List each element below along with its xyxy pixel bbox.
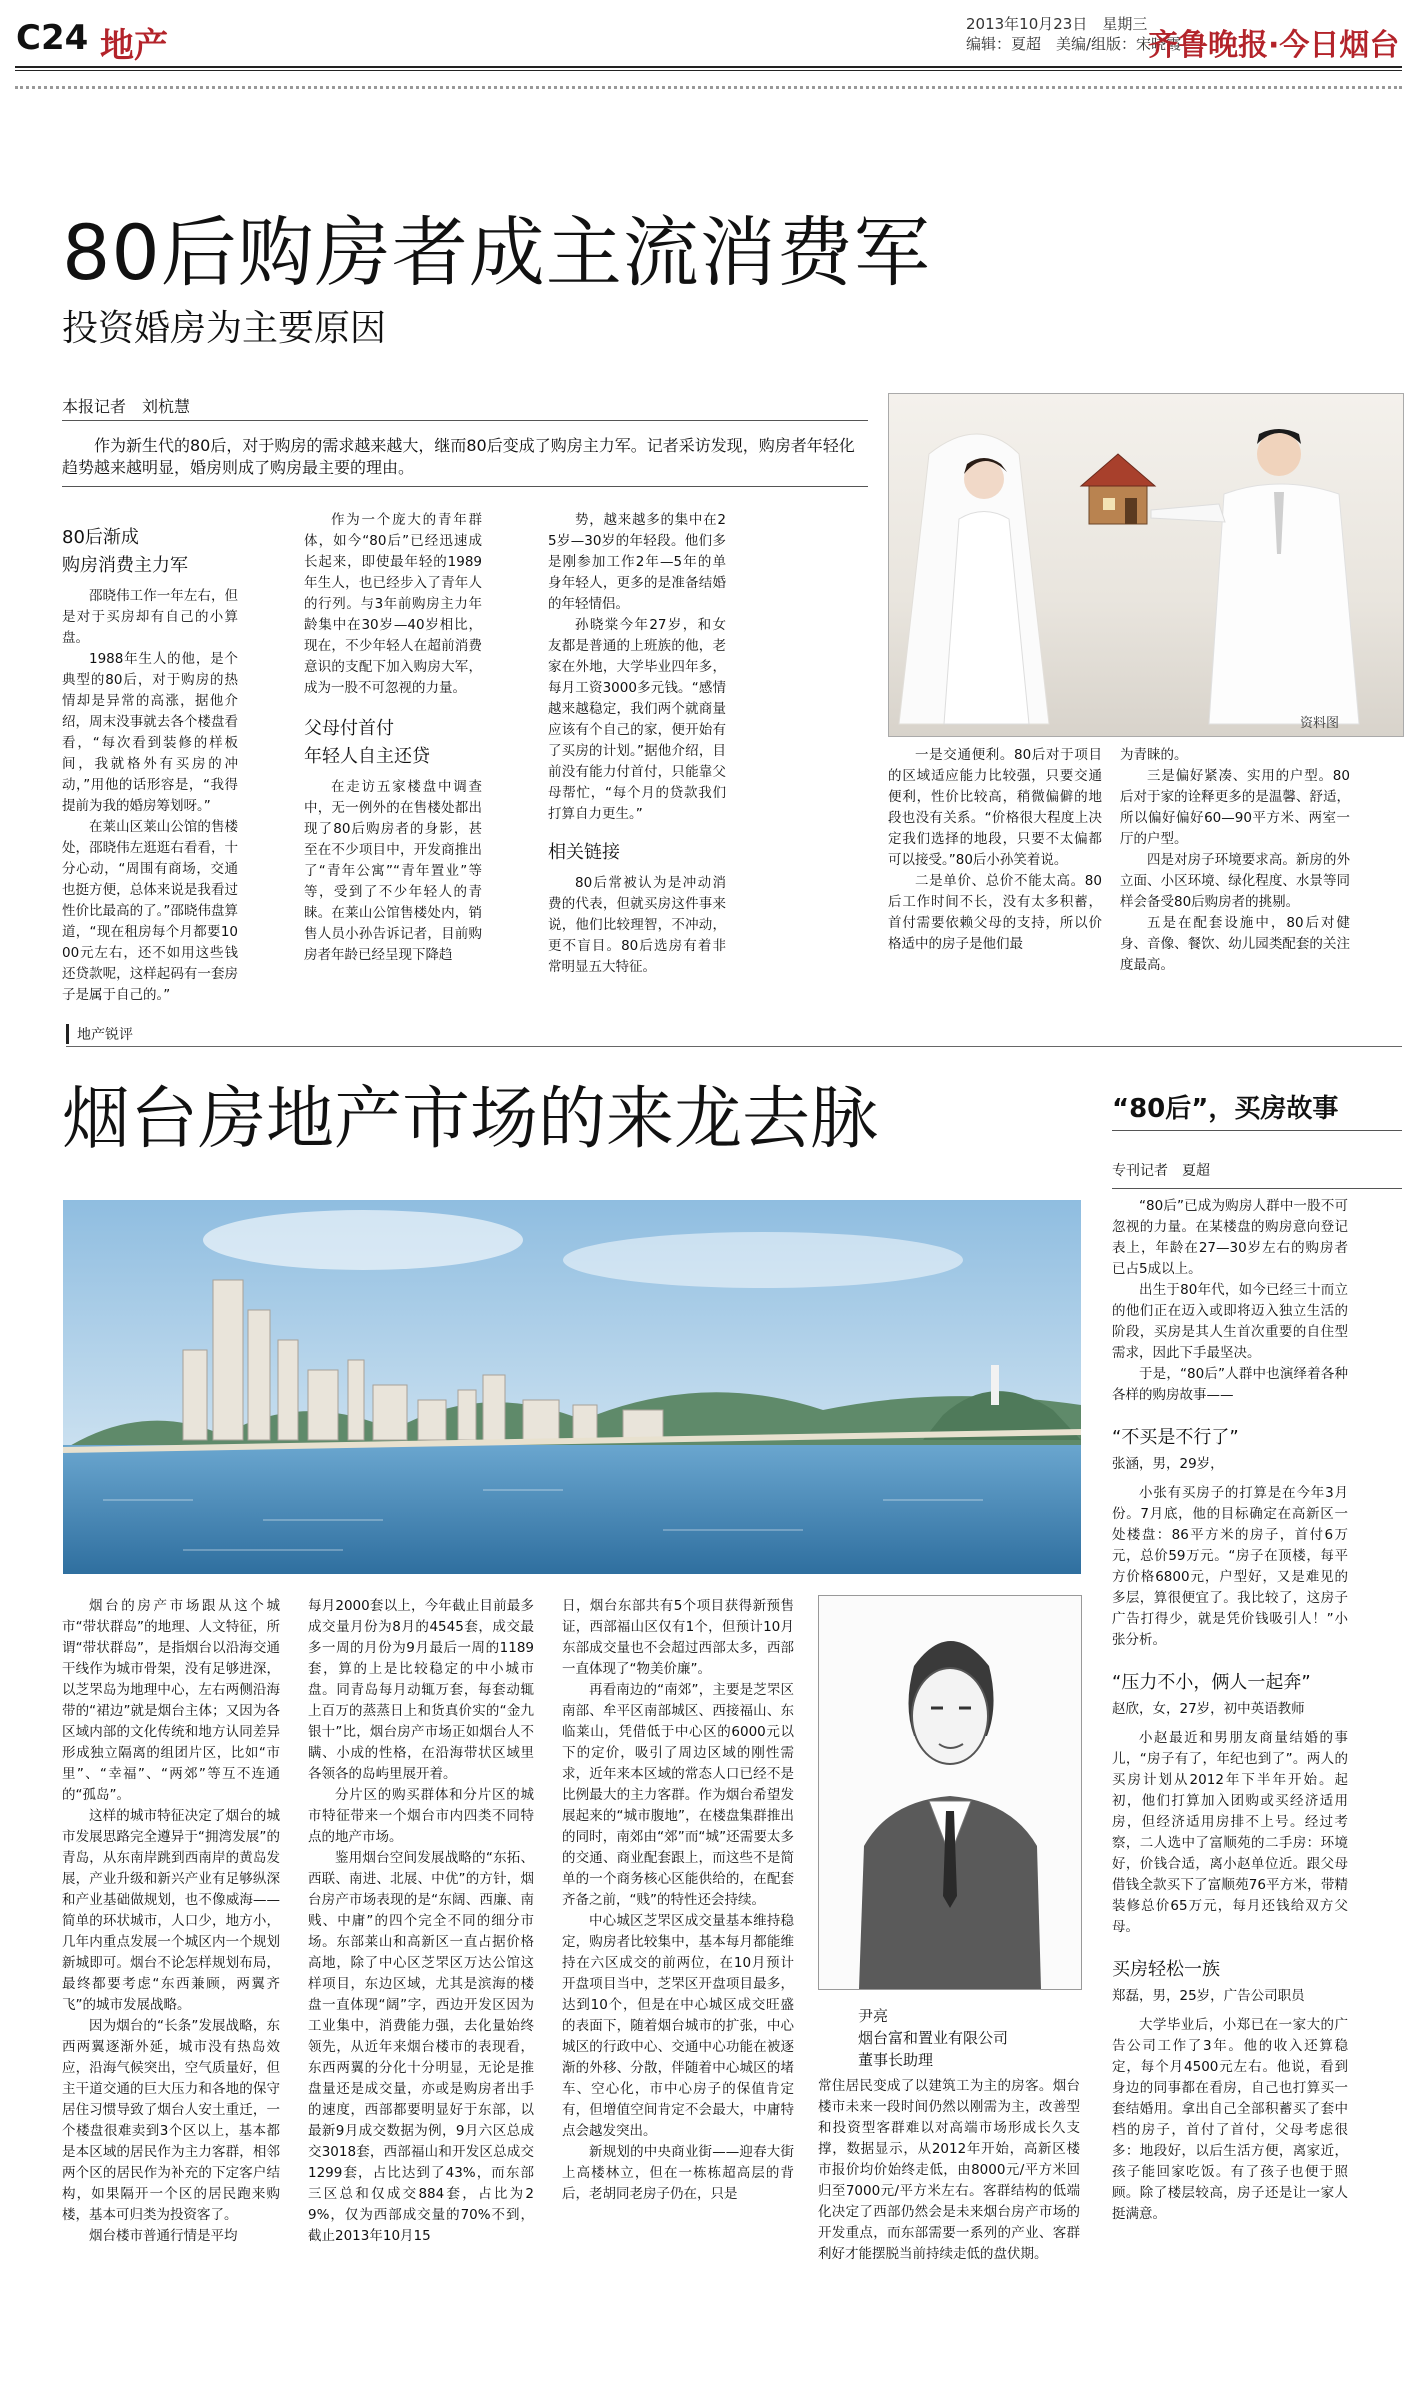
paragraph: 小赵最近和男朋友商量结婚的事儿，“房子有了，年纪也到了”。两人的买房计划从2012年下半年开始。起初，他们打算加入团购或买经济适用房，但经济适用房排不上号。经过考察，二人选中了富顺苑的二手房：环境好，价钱合适，离小赵单位近。跟父母借钱全款买下了富顺苑76平方米，带精装修总价65万元，每月还钱给双方父母。 (1112, 1730, 1348, 1935)
story-person-3: 郑磊，男，25岁，广告公司职员 (1112, 1988, 1305, 2004)
article1-column-2 (304, 510, 482, 966)
article1-column-1 (62, 510, 238, 1006)
article2-column-3 (562, 1596, 794, 2205)
paragraph: 为青睐的。 (1120, 747, 1188, 763)
newspaper-brand: 齐鲁晚报·今日烟台 (1148, 28, 1400, 63)
article1-byline: 本报记者 刘杭慧 (62, 397, 191, 416)
paragraph: 孙晓棠今年27岁，和女友都是普通的上班族的他，老家在外地，大学毕业四年多，每月工资3000多元钱。“感情越来越稳定，我们两个就商量应该有个自己的家，便开始有了买房的计划。”据他介绍，目前没有能力付首付，只能靠父母帮忙，“每个月的贷款我们打算自力更生。” (548, 617, 726, 822)
paragraph: 五是在配套设施中，80后对健身、音像、餐饮、幼儿园类配套的关注度最高。 (1120, 915, 1350, 973)
columnist-portrait (818, 1595, 1082, 1990)
paragraph: 80后常被认为是冲动消费的代表，但就买房这件事来说，他们比较理智，不冲动，更不盲目。80后选房有着非常明显五大特征。 (548, 875, 726, 975)
article2-column-1 (62, 1596, 280, 2247)
paragraph: 势，越来越多的集中在25岁—30岁的年轻段。他们多是刚参加工作2年—5年的单身年轻人，更多的是准备结婚的年轻情侣。 (548, 512, 726, 612)
paragraph: 邵晓伟工作一年左右，但是对于买房却有自己的小算盘。 (62, 588, 238, 646)
paragraph: 新规划的中央商业街——迎春大街上高楼林立，但在一栋栋超高层的背后，老胡同老房子仍在，只是 (562, 2144, 794, 2202)
paragraph: 在莱山区莱山公馆的售楼处，邵晓伟左逛逛右看看，十分心动，“周围有商场，交通也挺方便，总体来说是我看过性价比最高的了。”邵晓伟盘算道，“现在租房每个月都要1000元左右，还不如用这些钱还贷款呢，这样起码有一套房子是属于自己的。” (62, 819, 238, 1003)
story-heading-2: “压力不小，俩人一起奔” (1112, 1672, 1311, 1693)
section-label: 地产 (100, 26, 168, 66)
article1-column-5 (1120, 745, 1350, 976)
wedding-couple-illustration (889, 394, 1403, 736)
byline-rule (62, 420, 868, 421)
portrait-caption (858, 2005, 1008, 2071)
article1-heading-b1: 父母付首付 (304, 718, 394, 739)
article1-lead (62, 435, 868, 479)
story-heading-1: “不买是不行了” (1112, 1427, 1239, 1448)
article1-lead-text: 作为新生代的80后，对于购房的需求越来越大，继而80后变成了购房主力军。记者采访发现，购房者年轻化趋势越来越明显，婚房则成了购房最主要的理由。 (62, 436, 855, 477)
header-rule (15, 66, 1402, 68)
columnist-sketch (819, 1596, 1081, 1989)
sidebar-byline: 专刊记者 夏超 (1112, 1163, 1210, 1179)
story-person-1: 张涵，男，29岁， (1112, 1456, 1224, 1472)
section-tag-bar (66, 1024, 1402, 1047)
paragraph: 鉴用烟台空间发展战略的“东拓、西联、南进、北展、中优”的方针，烟台房产市场表现的是“东阔、西廉、南贱、中庸”的四个完全不同的细分市场。东部莱山和高新区一直占据价格高地，除了中心区芝罘区万达公馆这样项目，东边区域，尤其是滨海的楼盘一直体现“阔”字，西边开发区因为工业集中，消费能力强，去化量始终领先，从近年来烟台楼市的表现看，东西两翼的分化十分明显，无论是推盘量还是成交量，亦或是购房者出手的速度，西部都要明显好于东部，以最新9月成交数据为例，9月六区总成交3018套，西部福山和开发区总成交1299套，占比达到了43%，而东部三区总和仅成交884套，占比为29%，仅为西部成交量的70%不到，截止2013年10月15 (308, 1850, 534, 2244)
photo-credit: 资料图 (1300, 716, 1340, 731)
related-links-heading: 相关链接 (548, 842, 620, 863)
paragraph: 常住居民变成了以建筑工为主的房客。烟台楼市未来一段时间仍然以刚需为主，改善型和投资型客群难以对高端市场形成长久支撑，数据显示，从2012年开始，高新区楼市报价均价始终走低，由8000元/平方米回归至7000元/平方米左右。客群结构的低端化决定了西部仍然会是未来烟台房产市场的开发重点，而东部需要一系列的产业、客群利好才能摆脱当前持续走低的盘伏期。 (818, 2078, 1080, 2262)
article2-column-4 (818, 2076, 1080, 2265)
article2-column-2 (308, 1596, 534, 2247)
section-tag: 地产锐评 (66, 1024, 141, 1044)
article1-heading-a2: 购房消费主力军 (62, 555, 188, 576)
paragraph: 三是偏好紧凑、实用的户型。80后对于家的诠释更多的是温馨、舒适，所以偏好偏好60—90平方米、两室一厅的户型。 (1120, 768, 1350, 847)
columnist-title: 董事长助理 (858, 2051, 934, 2069)
yantai-coast-illustration (63, 1200, 1081, 1574)
paragraph: 大学毕业后，小郑已在一家大的广告公司工作了3年。他的收入还算稳定，每个月4500元左右。他说，看到身边的同事都在看房，自己也打算买一套结婚用。拿出自己全部积蓄买了套中档的房子，首付了首付，父母考虑很多：地段好，以后生活方便，离家近，孩子能回家吃饭。有了孩子也便于照顾。除了楼层较高，房子还是让一家人挺满意。 (1112, 2017, 1348, 2222)
article1-subheadline: 投资婚房为主要原因 (62, 308, 387, 349)
article1-heading-b2: 年轻人自主还贷 (304, 746, 430, 767)
paragraph: 日，烟台东部共有5个项目获得新预售证，西部福山区仅有1个，但预计10月东部成交量也不会超过西部太多，西部一直体现了“物美价廉”。 (562, 1598, 794, 1677)
wedding-couple-photo (888, 393, 1404, 737)
paragraph: 再看南边的“南郊”，主要是芝罘区南部、牟平区南部城区、西接福山、东临莱山，凭借低于中心区的6000元以下的定价，吸引了周边区域的刚性需求，近年来本区域的常态人口已经不是比例最大的主力客群。作为烟台希望发展起来的“城市腹地”，在楼盘集群推出的同时，南郊由“郊”而“城”还需要太多的交通、商业配套跟上，而这些不是简单的一个商务核心区能供给的，在配套齐备之前，“贱”的特性还会持续。 (562, 1682, 794, 1908)
paragraph: 于是，“80后”人群中也演绎着各种各样的购房故事—— (1112, 1366, 1348, 1403)
header-dotted-divider (15, 86, 1402, 89)
paragraph: 这样的城市特征决定了烟台的城市发展思路完全遵异于“拥湾发展”的青岛，从东南岸跳到西南岸的黄岛发展，产业升级和新兴产业有足够纵深和产业基础做规划，也不像威海——简单的环状城市，人口少，地方小，几年内重点发展一个城区内一个规划新城即可。烟台不论怎样规划布局，最终都要考虑“东西兼顾，两翼齐飞”的城市发展战略。 (62, 1808, 280, 2013)
paragraph: 四是对房子环境要求高。新房的外立面、小区环境、绿化程度、水景等同样会备受80后购房者的挑剔。 (1120, 852, 1350, 910)
article1-column-3 (548, 510, 726, 978)
page-number: C24 (16, 18, 89, 58)
sidebar-column (1112, 1196, 1348, 2225)
sidebar-rule (1112, 1130, 1402, 1131)
article1-headline: 80后购房者成主流消费军 (62, 208, 931, 297)
lead-rule (62, 486, 868, 487)
article2-headline: 烟台房地产市场的来龙去脉 (62, 1080, 879, 1159)
paragraph: 每月2000套以上，今年截止目前最多成交量月份为8月的4545套，成交最多一周的月份为9月最后一周的1189套，算的上是比较稳定的中小城市盘。同青岛每月动辄万套，每套动辄上百万的蒸蒸日上和货真价实的“金九银十”比，烟台房产市场正如烟台人不瞒、小成的性格，在沿海带状区域里各领各的岛屿里展开着。 (308, 1598, 534, 1782)
paragraph: 小张有买房子的打算是在今年3月份。7月底，他的目标确定在高新区一处楼盘：86平方米的房子，首付6万元，总价59万元。“房子在顶楼，每平方价格6800元，户型好，又是难见的多层，算很便宜了。我比较了，这房子广告打得少，就是凭价钱吸引人！”小张分析。 (1112, 1485, 1348, 1648)
paragraph: 一是交通便利。80后对于项目的区域适应能力比较强，只要交通便利，性价比较高，稍微偏僻的地段也没有关系。“价格很大程度上决定我们选择的地段，只要不太偏都可以接受。”80后小孙笑着说。 (888, 747, 1102, 868)
article1-heading-a1: 80后渐成 (62, 527, 139, 548)
issue-date: 2013年10月23日 星期三 (966, 15, 1148, 33)
story-person-2: 赵欣，女，27岁，初中英语教师 (1112, 1701, 1305, 1717)
paragraph: 烟台楼市普通行情是平均 (89, 2228, 238, 2244)
paragraph: 因为烟台的“长条”发展战略，东西两翼逐渐外延，城市没有热岛效应，沿海气候突出，空气质量好，但主干道交通的巨大压力和各地的保守居住习惯导致了烟台人安土重迁，一个楼盘很难卖到3个区以上，基本都是本区域的居民作为主力客群，相邻两个区的居民作为补充的下定客户结构，如果隔开一个区的居民跑来购楼，基本可归类为投资客了。 (62, 2018, 280, 2223)
sidebar-rule-2 (1112, 1188, 1402, 1189)
paragraph: 中心城区芝罘区成交量基本维持稳定，购房者比较集中，基本每月都能维持在六区成交的前两位，在10月预计开盘项目当中，芝罘区开盘项目最多，达到10个，但是在中心城区成交旺盛的表面下，随着烟台城市的扩张，中心城区的行政中心、交通中心功能在被逐渐的外移、分散，伴随着中心城区的堵车、空心化，市中心房子的保值肯定有，但增值空间肯定不会最大，中庸特点会越发突出。 (562, 1913, 794, 2139)
paragraph: 出生于80年代，如今已经三十而立的他们正在迈入或即将迈入独立生活的阶段，买房是其人生首次重要的自住型需求，因此下手最坚决。 (1112, 1282, 1348, 1361)
paragraph: 烟台的房产市场跟从这个城市“带状群岛”的地理、人文特征，所谓“带状群岛”，是指烟台以沿海交通干线作为城市骨架，没有足够进深，以芝罘岛为地理中心，左右两侧沿海带的“裙边”就是烟台主体；又因为各区域内部的文化传统和地方认同差异形成独立隔离的组团片区，比如“市里”、“幸福”、“两郊”等互不连通的“孤岛”。 (62, 1598, 280, 1803)
paragraph: 作为一个庞大的青年群体，如今“80后”已经迅速成长起来，即使最年轻的1989年生人，也已经步入了青年人的行列。与3年前购房主力年龄集中在30岁—40岁相比，现在，不少年轻人在超前消费意识的支配下加入购房大军，成为一股不可忽视的力量。 (304, 512, 482, 696)
columnist-company: 烟台富和置业有限公司 (858, 2029, 1009, 2047)
header-rule-thin (15, 70, 1402, 71)
columnist-name: 尹亮 (858, 2007, 889, 2025)
paragraph: 分片区的购买群体和分片区的城市特征带来一个烟台市内四类不同特点的地产市场。 (308, 1787, 534, 1845)
paragraph: 1988年生人的他，是个典型的80后，对于购房的热情却是异常的高涨，据他介绍，周末没事就去各个楼盘看看，“每次看到装修的样板间，我就格外有买房的冲动，”用他的话形容是，“我得提前为我的婚房筹划呀。” (62, 651, 238, 814)
story-heading-3: 买房轻松一族 (1112, 1959, 1220, 1980)
article1-column-4 (888, 745, 1102, 955)
issue-editors: 编辑：夏超 美编/组版：宋晓霞 (966, 35, 1182, 53)
paragraph: “80后”已成为购房人群中一股不可忽视的力量。在某楼盘的购房意向登记表上，年龄在27—30岁左右的购房者已占5成以上。 (1112, 1198, 1348, 1277)
sidebar-title: “80后”，买房故事 (1112, 1094, 1339, 1124)
paragraph: 二是单价、总价不能太高。80后工作时间不长，没有太多积蓄，首付需要依赖父母的支持，所以价格适中的房子是他们最 (888, 873, 1102, 952)
coastal-city-photo (63, 1200, 1081, 1574)
paragraph: 在走访五家楼盘中调查中，无一例外的在售楼处都出现了80后购房者的身影，甚至在不少项目中，开发商推出了“青年公寓”“青年置业”等等，受到了不少年轻人的青睐。在莱山公馆售楼处内，销售人员小孙告诉记者，目前购房者年龄已经呈现下降趋 (304, 779, 482, 963)
